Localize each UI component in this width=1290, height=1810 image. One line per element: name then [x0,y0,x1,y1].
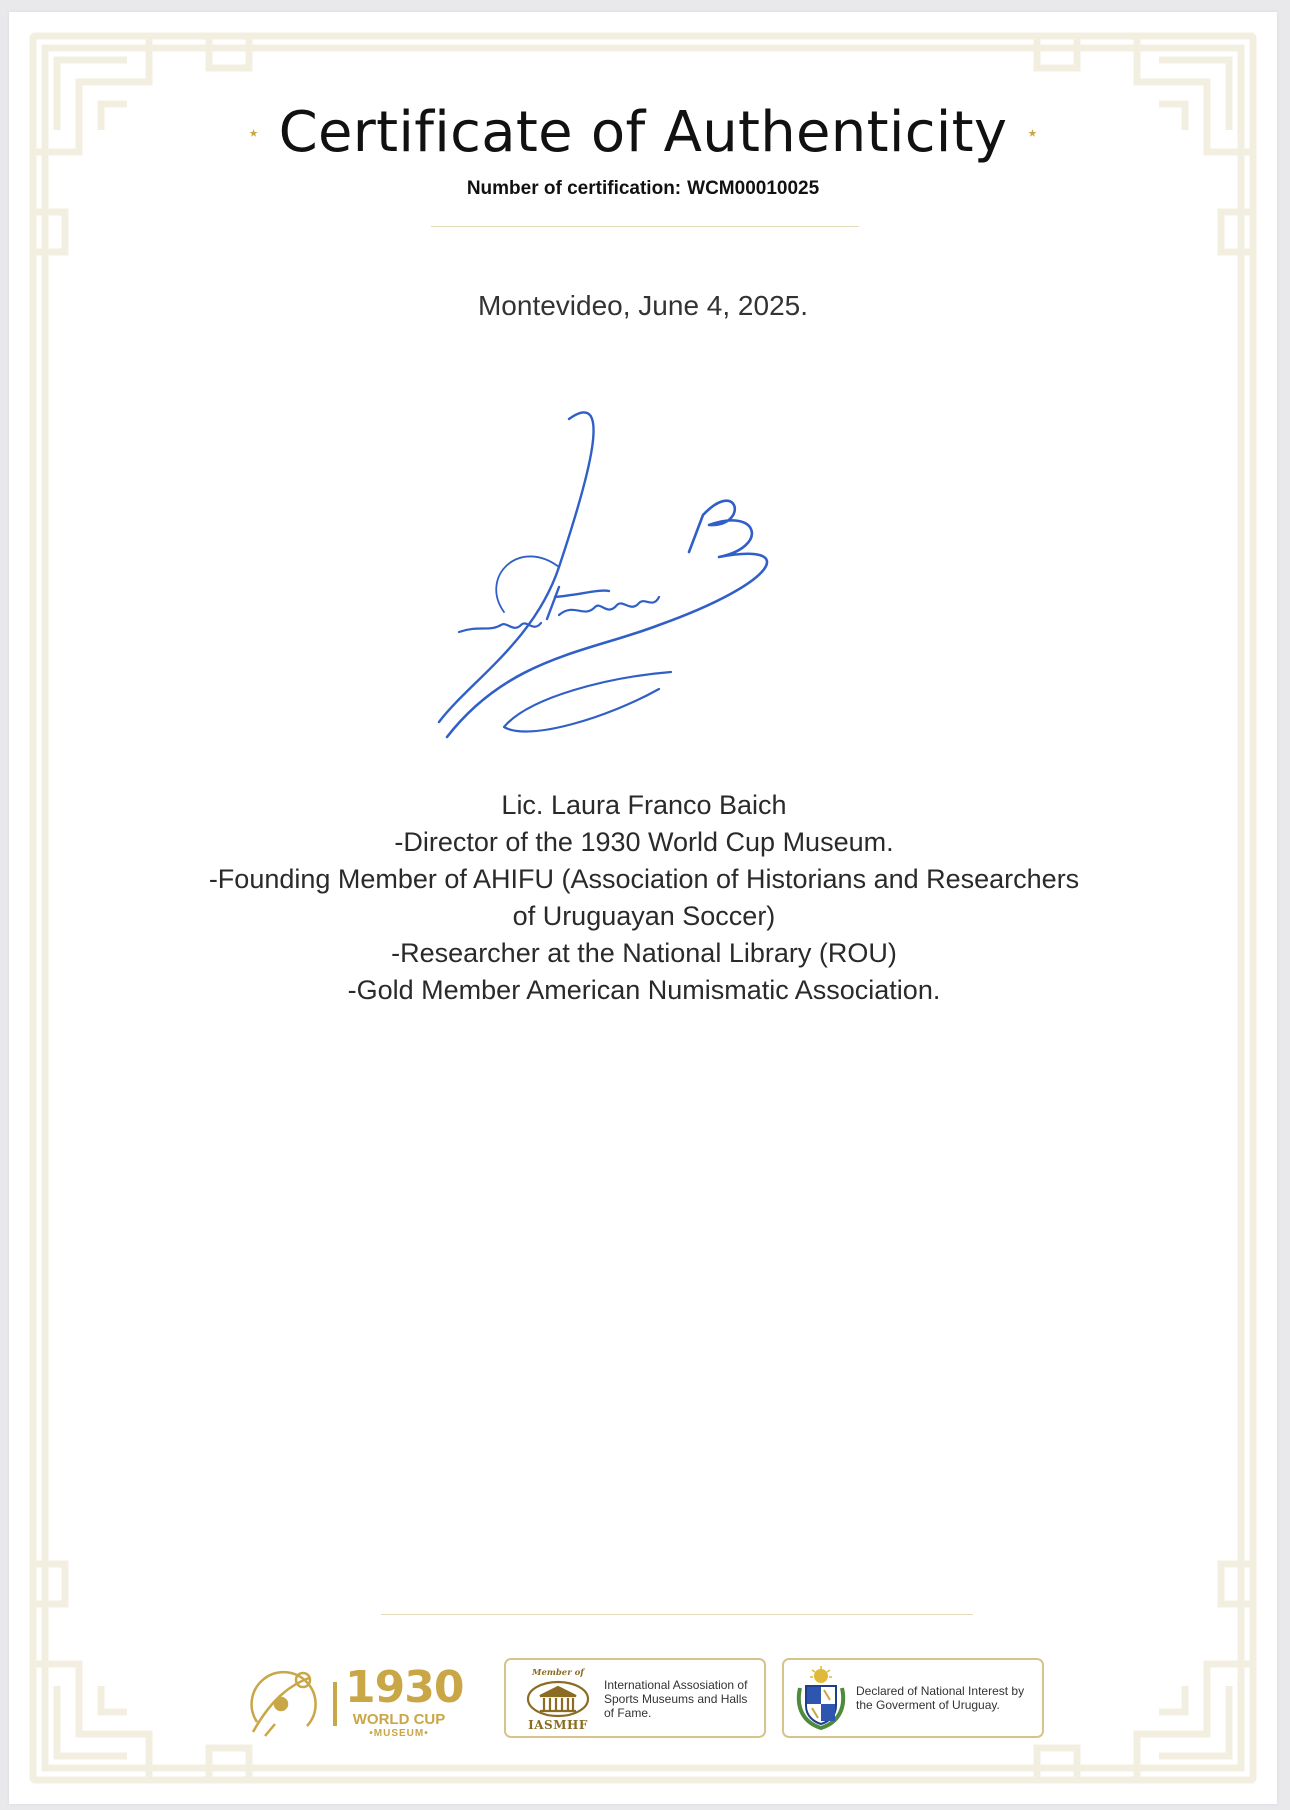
certification-number-label: Number of certification: [466,178,682,199]
certification-number-value: WCM00010025 [687,178,820,199]
football-emblem-icon [245,1666,319,1740]
signer-credential: -Founding Member of AHIFU (Association of Historians and Researchers [208,864,1080,894]
museum-building-icon [526,1680,590,1718]
divider [431,226,859,227]
star-icon: ⭑ [249,122,259,142]
certificate-title: Certificate of Authenticity [278,100,1008,165]
uruguay-badge [782,1658,1044,1738]
place-date: Montevideo, June 4, 2025. [477,290,808,321]
uruguay-text: Declared of National Interest by the Goverment of Uruguay. [856,1684,1025,1712]
world-cup-museum-logo [245,1658,485,1748]
star-icon: ⭑ [1027,122,1037,142]
uruguay-coat-of-arms-icon [792,1666,850,1732]
museum-world-cup: WORLD CUP [352,1711,446,1728]
certification-number [9,178,1277,200]
museum-label: •MUSEUM• [369,1728,429,1739]
divider [381,1614,973,1615]
signer-credential: -Gold Member American Numismatic Association. [347,975,941,1005]
iasmhf-badge [504,1658,766,1738]
signer-name: Lic. Laura Franco Baich [501,790,787,820]
signer-credential: of Uruguayan Soccer) [512,901,776,931]
logo-separator [333,1682,337,1726]
certificate-page [9,12,1277,1804]
handwritten-signature [409,397,889,747]
iasmhf-logo [518,1668,598,1732]
iasmhf-text: International Assosiation of Sports Museums and Halls of Fame. [604,1678,748,1720]
signer-credential: -Researcher at the National Library (ROU) [391,938,897,968]
signer-details [89,787,1199,1009]
museum-year: 1930 [345,1662,464,1713]
iasmhf-abbreviation: IASMHF [528,1718,588,1732]
iasmhf-member-of: Member of [532,1668,584,1678]
signer-credential: -Director of the 1930 World Cup Museum. [394,827,894,857]
title-row [9,100,1277,165]
